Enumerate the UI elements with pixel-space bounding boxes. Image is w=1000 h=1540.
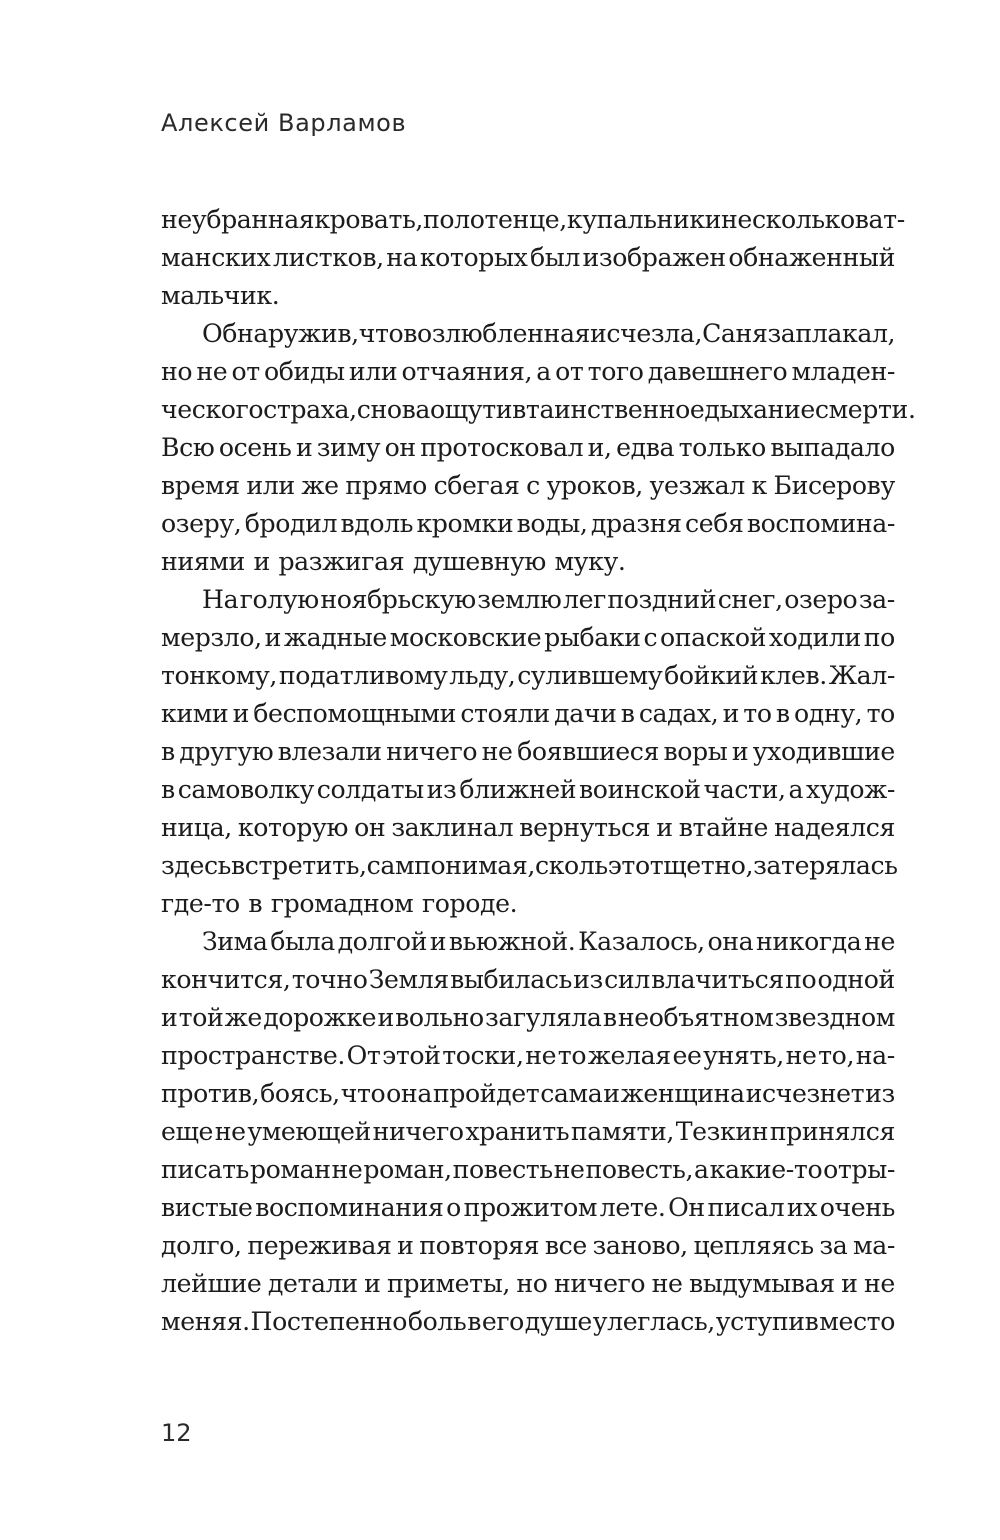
text-line: Обнаружив, что возлюбленная исчезла, Саня заплакал, <box>202 319 896 348</box>
text-line: в другую влезали ничего не боявшиеся воры и уходившие <box>161 737 895 766</box>
text-line: против, боясь, что она пройдет сама и женщина исчезнет из <box>161 1079 895 1108</box>
text-line: кими и беспомощными стояли дачи в садах, и то в одну, то <box>161 699 895 728</box>
text-line: лейшие детали и приметы, но ничего не выдумывая и не <box>161 1269 895 1298</box>
running-head-author: Алексей Варламов <box>161 109 407 137</box>
text-line: неубранная кровать, полотенце, купальник и несколько ват- <box>161 205 905 234</box>
paragraph <box>161 315 916 581</box>
text-line: но не от обиды или отчаяния, а от того давешнего младен- <box>161 357 895 386</box>
page-number: 12 <box>161 1419 192 1447</box>
text-line: мерзло, и жадные московские рыбаки с опаской ходили по <box>161 623 895 652</box>
text-line: тонкому, податливому льду, сулившему бойкий клев. Жал- <box>161 661 895 690</box>
text-line: Зима была долгой и вьюжной. Казалось, она никогда не <box>202 927 895 956</box>
body-text <box>161 201 916 1341</box>
text-line: вистые воспоминания о прожитом лете. Он писал их очень <box>161 1193 895 1222</box>
text-line: в самоволку солдаты из ближней воинской части, а худож- <box>161 775 895 804</box>
text-line: писать роман не роман, повесть не повесть, а какие-то отры- <box>161 1155 895 1184</box>
text-line: Всю осень и зиму он протосковал и, едва только выпадало <box>161 433 895 462</box>
text-line: кончится, точно Земля выбилась из сил влачиться по одной <box>161 965 895 994</box>
text-line: время или же прямо сбегая с уроков, уезжал к Бисерову <box>161 471 895 500</box>
text-line: ческого страха, снова ощутив таинственное дыхание смерти. <box>161 395 916 424</box>
text-line: и той же дорожке и вольно загуляла в необъятном звездном <box>161 1003 895 1032</box>
text-line: ница, которую он заклинал вернуться и втайне надеялся <box>161 813 895 842</box>
text-line: долго, переживая и повторяя все заново, цепляясь за ма- <box>161 1231 895 1260</box>
text-line: где-то в громадном городе. <box>161 889 518 918</box>
text-line: меняя. Постепенно боль в его душе улеглась, уступив место <box>161 1307 895 1336</box>
paragraph <box>161 201 905 315</box>
text-line: ниями и разжигая душевную муку. <box>161 547 626 576</box>
text-line: На голую ноябрьскую землю лег поздний снег, озеро за- <box>202 585 895 614</box>
text-line: мальчик. <box>161 281 280 310</box>
text-line: здесь встретить, сам понимая, сколь это тщетно, затерялась <box>161 851 898 880</box>
paragraph <box>161 581 898 923</box>
text-line: еще не умеющей ничего хранить памяти, Тезкин принялся <box>161 1117 895 1146</box>
text-line: озеру, бродил вдоль кромки воды, дразня себя воспомина- <box>161 509 895 538</box>
text-line: пространстве. От этой тоски, не то желая ее унять, не то, на- <box>161 1041 895 1070</box>
paragraph <box>161 923 895 1341</box>
text-line: манских листков, на которых был изображен обнаженный <box>161 243 895 272</box>
